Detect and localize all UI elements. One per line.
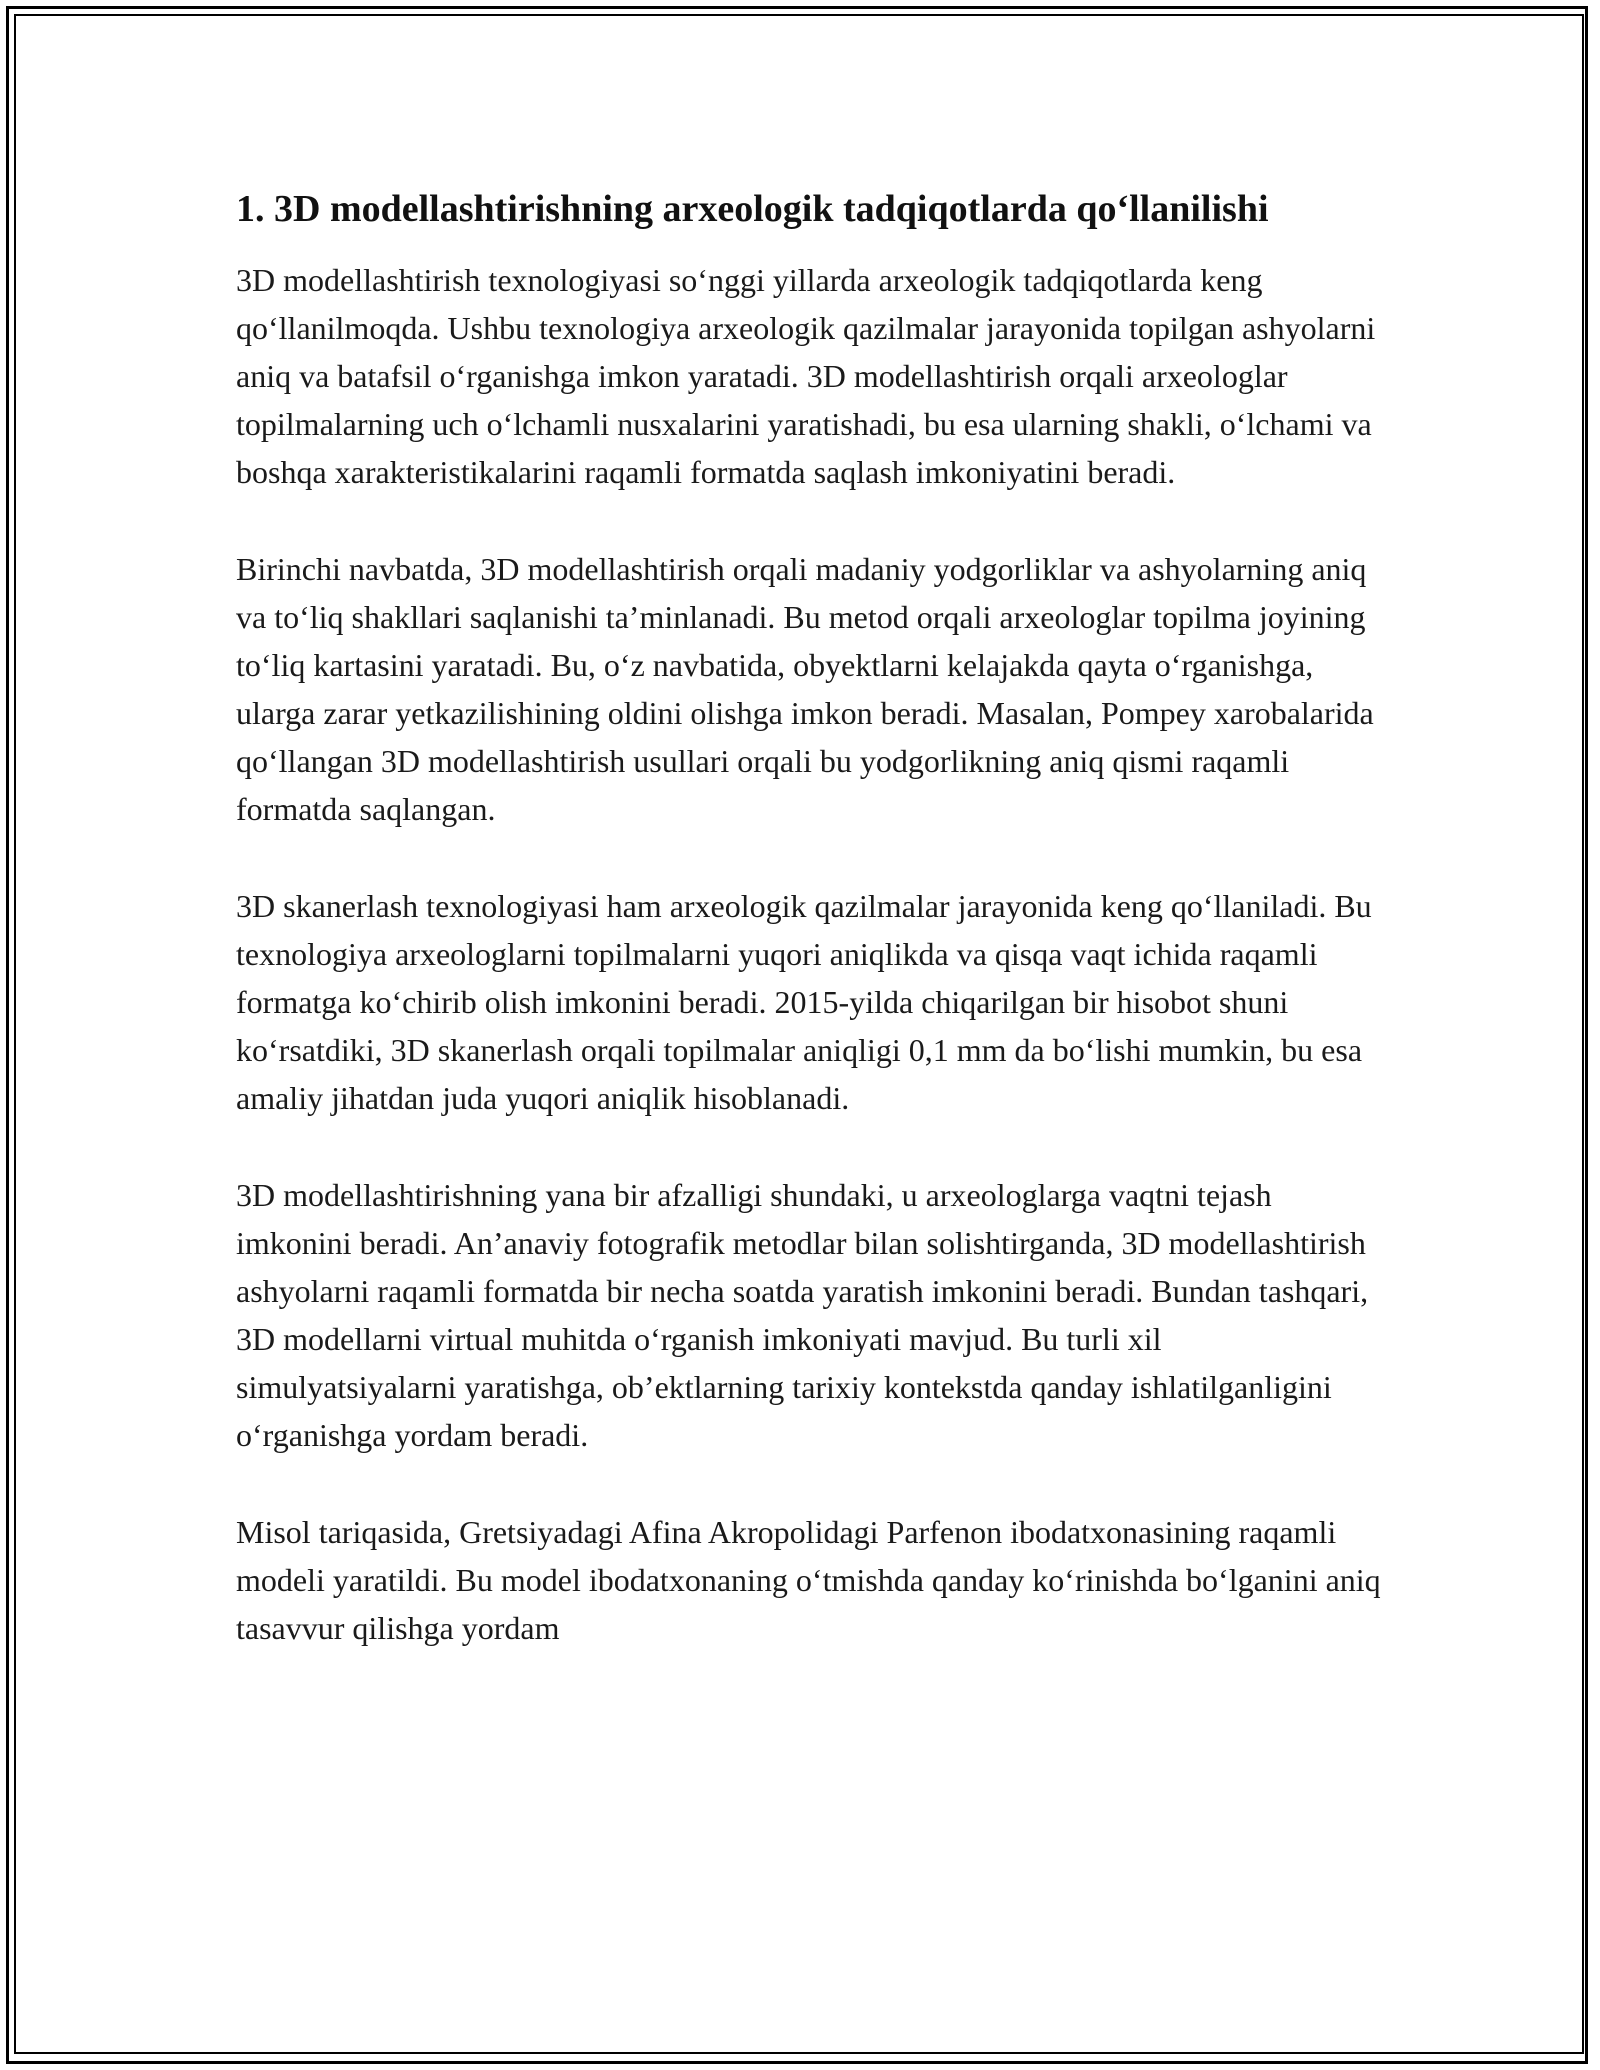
paragraph-1: 3D modellashtirish texnologiyasi so‘nggi yillarda arxeologik tadqiqotlarda keng qo‘llanilmoqda. Ushbu texnologiya arxeologik qazilmalar jarayonida topilgan ashyolarni aniq va batafsil o‘rganishga imkon yaratadi. 3D modellashtirish orqali arxeologlar topilmalarning uch o‘lchamli nusxalarini yaratishadi, bu esa ularning shakli, o‘lchami va boshqa xarakteristikalarini raqamli formatda saqlash imkoniyatini beradi. [236, 262, 1376, 490]
paragraph-4: 3D modellashtirishning yana bir afzalligi shundaki, u arxeologlarga vaqtni tejash imkonini beradi. An’anaviy fotografik metodlar bilan solishtirganda, 3D modellashtirish ashyolarni raqamli formatda bir necha soatda yaratish imkonini beradi. Bundan tashqari, 3D modellarni virtual muhitda o‘rganish imkoniyati mavjud. Bu turli xil simulyatsiyalarni yaratishga, ob’ektlarning tarixiy kontekstda qanday ishlatilganligini o‘rganishga yordam beradi. [236, 1177, 1369, 1453]
document-body [236, 182, 1386, 1652]
paragraph-5: Misol tariqasida, Gretsiyadagi Afina Akropolidagi Parfenon ibodatxonasining raqamli modeli yaratildi. Bu model ibodatxonaning o‘tmishda qanday ko‘rinishda bo‘lganini aniq tasavvur qilishga yordam [236, 1514, 1381, 1646]
paragraph-2: Birinchi navbatda, 3D modellashtirish orqali madaniy yodgorliklar va ashyolarning aniq va to‘liq shakllari saqlanishi ta’minlanadi. Bu metod orqali arxeologlar topilma joyining to‘liq kartasini yaratadi. Bu, o‘z navbatida, obyektlarni kelajakda qayta o‘rganishga, ularga zarar yetkazilishining oldini olishga imkon beradi. Masalan, Pompey xarobalarida qo‘llangan 3D modellashtirish usullari orqali bu yodgorlikning aniq qismi raqamli formatda saqlangan. [236, 551, 1374, 827]
paragraph-3: 3D skanerlash texnologiyasi ham arxeologik qazilmalar jarayonida keng qo‘llaniladi. Bu texnologiya arxeologlarni topilmalarni yuqori aniqlikda va qisqa vaqt ichida raqamli formatga ko‘chirib olish imkonini beradi. 2015-yilda chiqarilgan bir hisobot shuni ko‘rsatdiki, 3D skanerlash orqali topilmalar aniqligi 0,1 mm da bo‘lishi mumkin, bu esa amaliy jihatdan juda yuqori aniqlik hisoblanadi. [236, 888, 1372, 1116]
section-heading: 1. 3D modellashtirishning arxeologik tadqiqotlarda qo‘llanilishi [236, 188, 1269, 230]
